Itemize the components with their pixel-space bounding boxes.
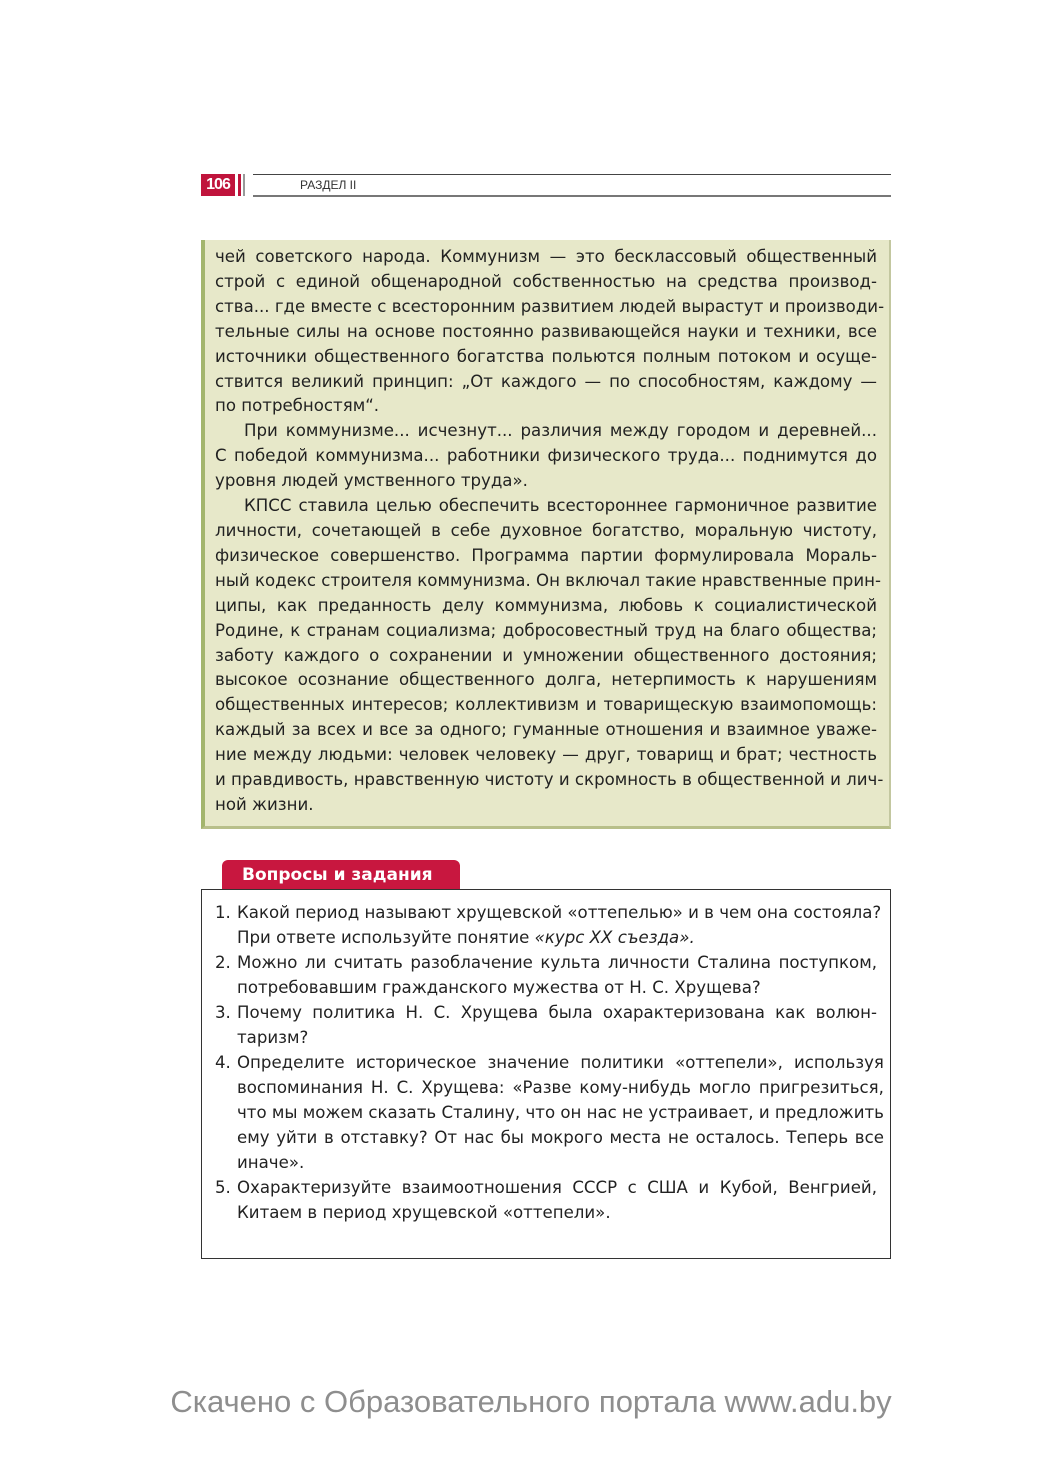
question-number: 5. xyxy=(215,1178,231,1197)
text-line: личности, сочетающей в себе духовное богатство, моральную чистоту, xyxy=(215,520,877,540)
question-line: таризм? xyxy=(237,1028,309,1047)
question-item xyxy=(215,1050,884,1175)
question-line: Охарактеризуйте взаимоотношения СССР с США и Кубой, Венгрией, xyxy=(237,1178,877,1197)
question-line: потребовавшим гражданского мужества от Н. С. Хрущева? xyxy=(237,978,761,997)
text-line: КПСС ставила целью обеспечить всестороннее гармоничное развитие xyxy=(244,496,877,516)
question-line: Можно ли считать разоблачение культа личности Сталина поступком, xyxy=(237,953,877,972)
header-rule xyxy=(253,174,891,175)
text-line: строй с единой общенародной собственностью на средства производ- xyxy=(215,271,877,291)
quote-text xyxy=(215,245,885,818)
watermark-footer: Скачено с Образовательного портала www.adu.by xyxy=(170,1384,892,1419)
text-line: ный кодекс строителя коммунизма. Он включал такие нравственные прин- xyxy=(215,570,881,590)
question-item xyxy=(215,1175,877,1225)
question-number: 4. xyxy=(215,1053,231,1072)
header-rule xyxy=(253,195,891,197)
question-item xyxy=(215,950,877,1000)
text-line: заботу каждого о сохранении и умножении общественного достояния; xyxy=(215,645,877,665)
question-number: 2. xyxy=(215,953,231,972)
text-line: уровня людей умственного труда». xyxy=(215,471,528,491)
text-line: ствится великий принцип: „От каждого — по способностям, каждому — xyxy=(215,371,877,391)
text-line: чей советского народа. Коммунизм — это бесклассовый общественный xyxy=(215,247,877,266)
text-line: источники общественного богатства польются полным потоком и осуще- xyxy=(215,346,877,366)
text-line: тельные силы на основе постоянно развивающейся науки и техники, все xyxy=(215,321,877,341)
question-line: ему уйти в отставку? От нас бы мокрого места не осталось. Теперь все xyxy=(237,1128,884,1147)
text-line: каждый за всех и все за одного; гуманные отношения и взаимное уваже- xyxy=(215,720,877,740)
text-line: При коммунизме... исчезнут... различия между городом и деревней... xyxy=(244,421,877,441)
text-line: ципы, как преданность делу коммунизма, любовь к социалистической xyxy=(215,595,877,615)
section-title: РАЗДЕЛ II xyxy=(300,178,357,192)
text-line: ства... где вместе с всесторонним развитием людей вырастут и производи- xyxy=(215,296,885,316)
question-line: Китаем в период хрущевской «оттепели». xyxy=(237,1203,611,1222)
header-bar xyxy=(243,174,245,196)
question-line: Почему политика Н. С. Хрущева была охарактеризована как волюн- xyxy=(237,1003,877,1022)
key-term: «курс XX съезда». xyxy=(534,928,695,947)
text-line: ной жизни. xyxy=(215,794,314,814)
text-line: по потребностям“. xyxy=(215,396,380,416)
text-line: ние между людьми: человек человеку — друг, товарищ и брат; честность xyxy=(215,745,877,765)
question-number: 1. xyxy=(215,903,231,922)
question-text: При ответе используйте понятие xyxy=(237,928,535,947)
text-line: С победой коммунизма... работники физического труда... поднимутся до xyxy=(215,446,877,466)
question-line: Какой период называют хрущевской «оттепелью» и в чем она состояла? xyxy=(237,903,882,922)
page-number: 106 xyxy=(201,174,235,196)
question-line: иначе». xyxy=(237,1153,305,1172)
question-item xyxy=(215,1000,877,1050)
question-line: воспоминания Н. С. Хрущева: «Разве кому-нибудь могло пригрезиться, xyxy=(237,1078,884,1097)
text-line: физическое совершенство. Программа партии формулировала Мораль- xyxy=(215,545,877,565)
text-line: высокое осознание общественного долга, нетерпимость к нарушениям xyxy=(215,670,877,690)
question-line: что мы можем сказать Сталину, что он нас не устраивает, и предложить xyxy=(237,1103,884,1122)
question-number: 3. xyxy=(215,1003,231,1022)
question-line xyxy=(237,925,881,950)
questions-list xyxy=(215,900,884,1225)
question-item xyxy=(215,900,882,950)
questions-heading: Вопросы и задания xyxy=(222,860,460,890)
text-line: и правдивость, нравственную чистоту и скромность в общественной и лич- xyxy=(215,770,884,790)
header-bar xyxy=(238,174,241,196)
text-line: общественных интересов; коллективизм и товарищескую взаимопомощь: xyxy=(215,695,877,715)
text-line: Родине, к странам социализма; добросовестный труд на благо общества; xyxy=(215,620,877,640)
question-line: Определите историческое значение политики «оттепели», используя xyxy=(237,1053,884,1072)
